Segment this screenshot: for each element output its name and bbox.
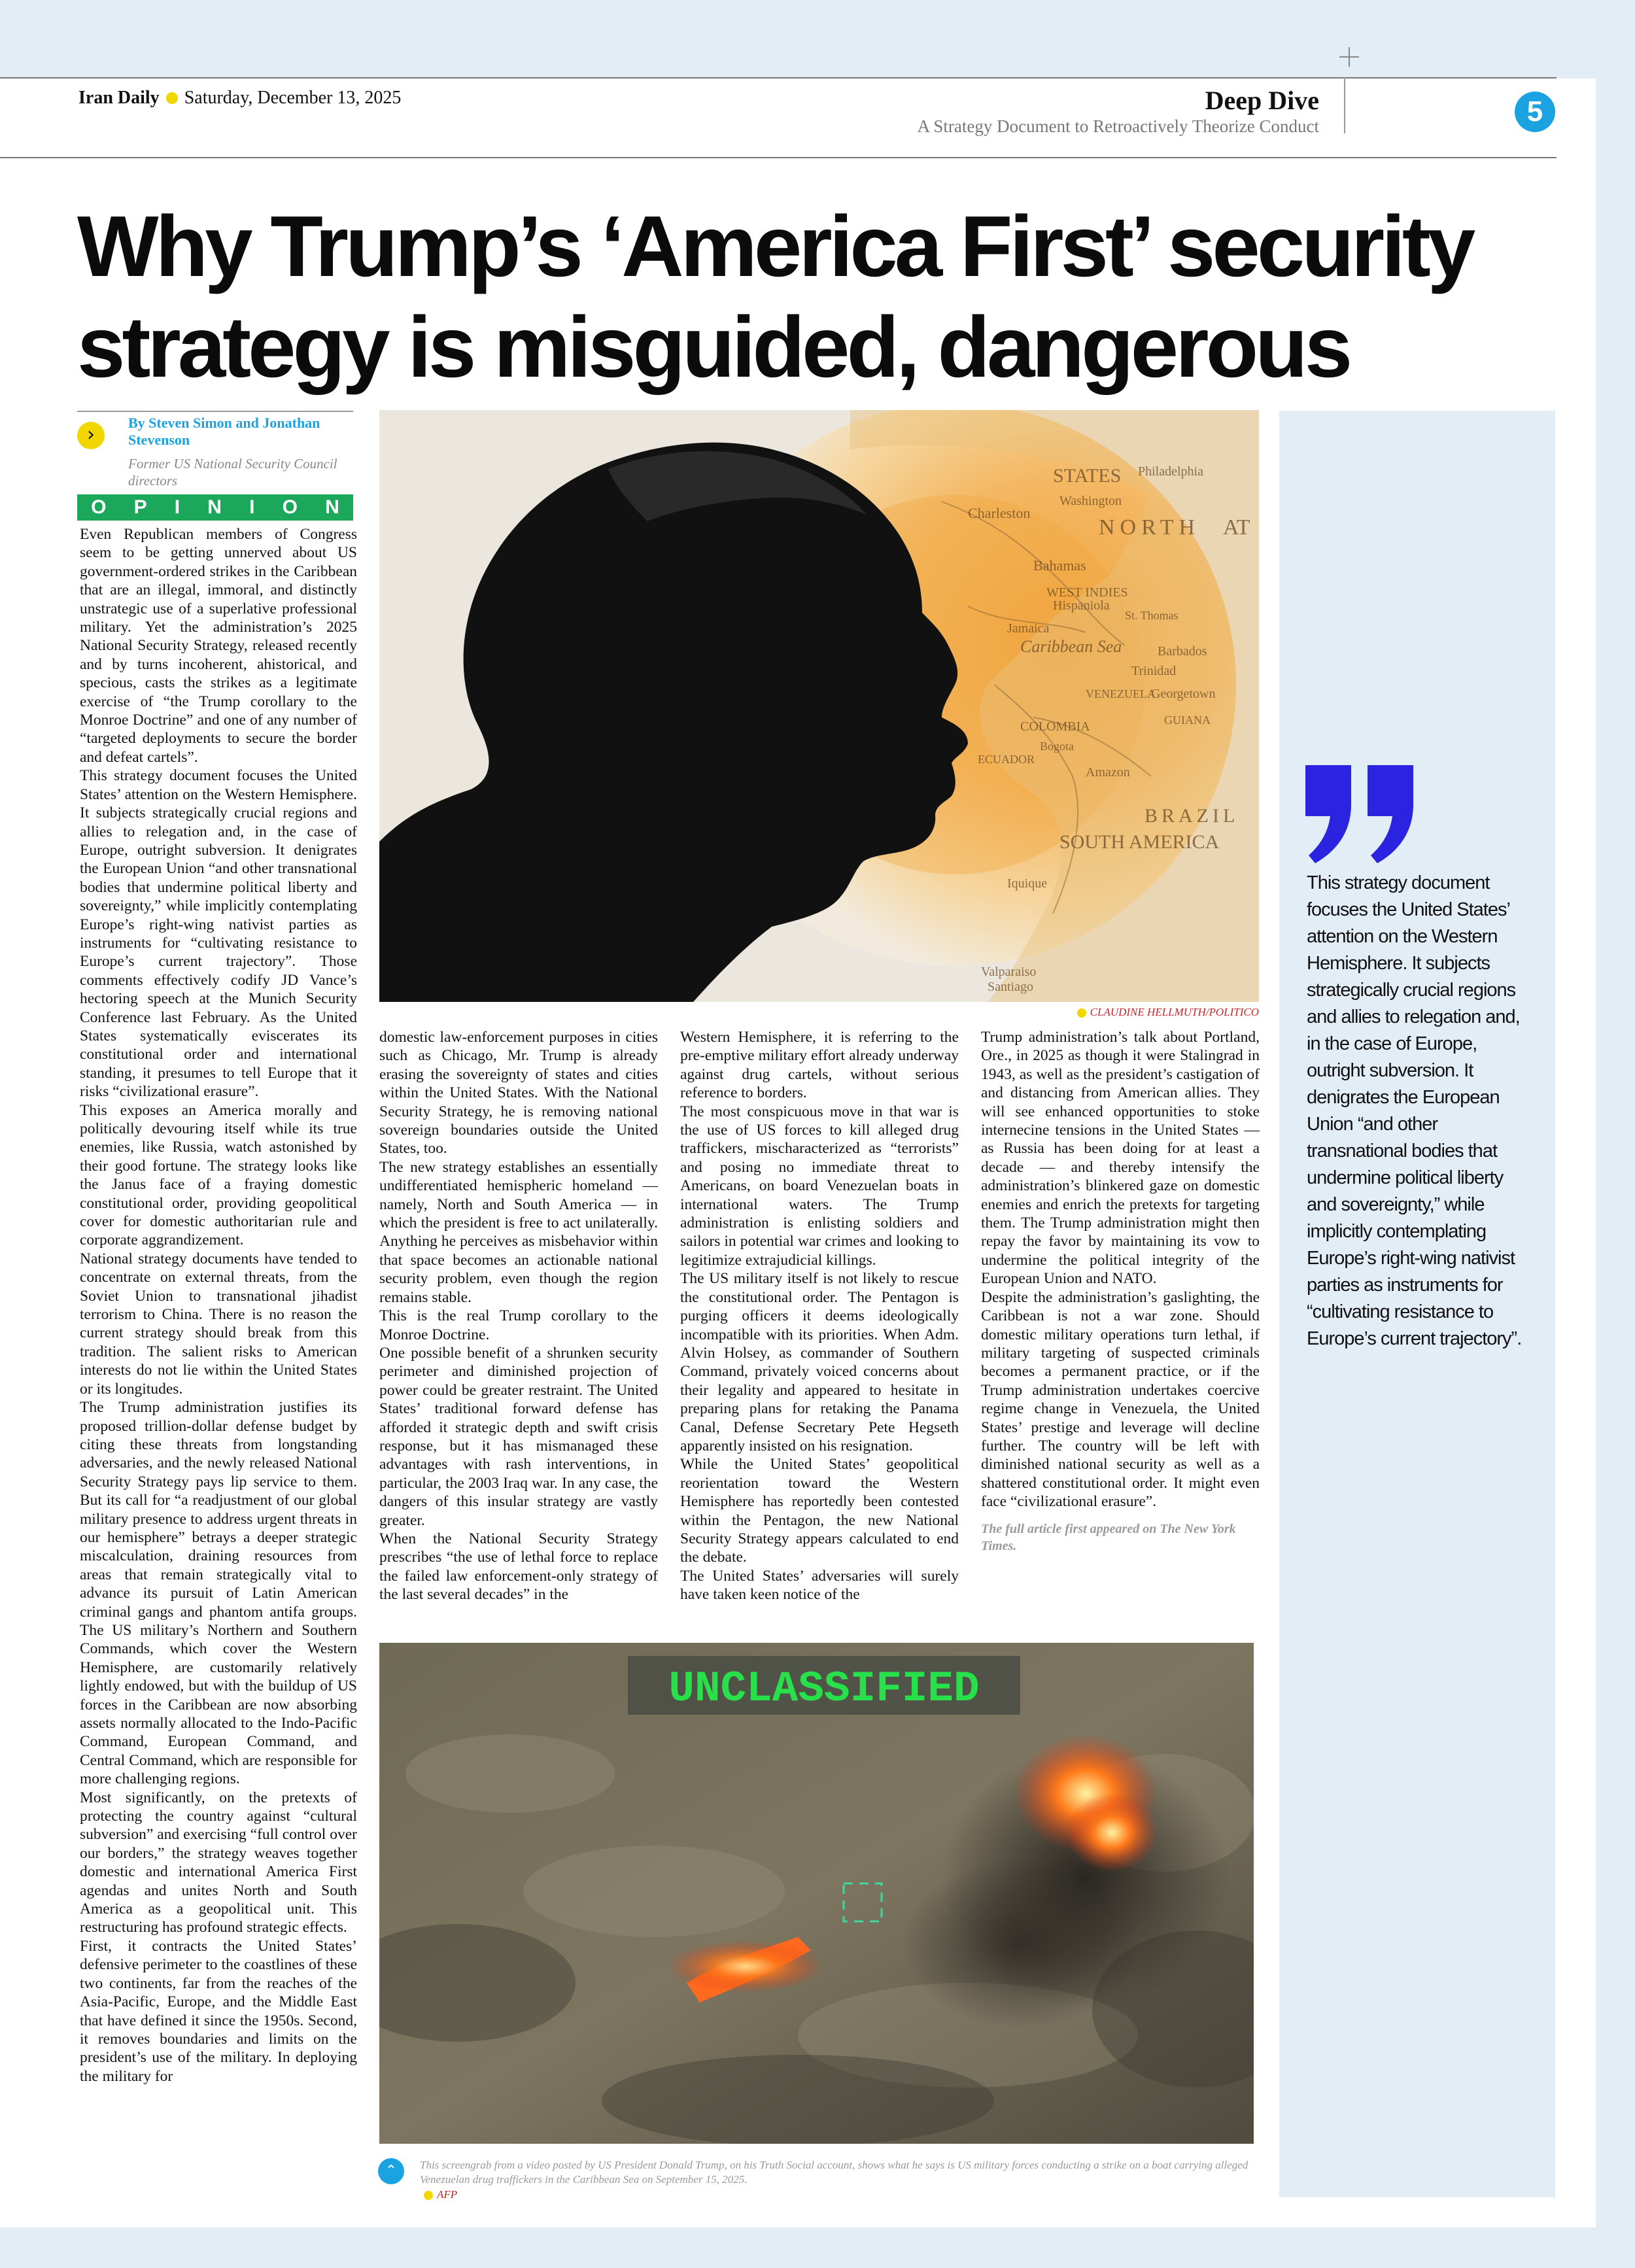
paragraph: While the United States’ geopolitical reorientation toward the Western Hemisphere has reportedly been contested within the Pentagon, the new National Security Strategy appears calculated to end the debate. — [680, 1456, 959, 1566]
opinion-letter: P — [133, 496, 147, 518]
paragraph: First, it contracts the United States’ defensive perimeter to the coastlines of these two continents, far from the reaches of the Asia-Pacific, Europe, and the Middle East that have defined it since the 1950s. Second, it removes boundaries and limits on the president’s use of the military. In deploying the military for — [80, 1937, 357, 2085]
map-label: Santiago — [988, 980, 1033, 994]
map-label: Charleston — [968, 505, 1031, 521]
opinion-letter: I — [174, 496, 181, 518]
paper-name: Iran Daily — [78, 88, 160, 108]
map-label: Valparaiso — [981, 965, 1037, 979]
map-label: Philadelphia — [1138, 464, 1203, 479]
map-label: BRAZIL — [1144, 805, 1239, 827]
map-label: COLOMBIA — [1020, 719, 1090, 734]
map-label: SOUTH AMERICA — [1059, 831, 1220, 853]
map-label: Amazon — [1086, 765, 1130, 780]
photo-caption: This screengrab from a video posted by US President Donald Trump, on his Truth Social account, shows what he says is US military forces conducting a strike on a boat carrying alleged Venezuelan drug traffickers in the Caribbean Sea on September 15, 2025. — [420, 2159, 1248, 2186]
map-label: NORTH — [1099, 515, 1201, 540]
photo-credit-text: AFP — [437, 2188, 458, 2201]
byline-rule — [77, 411, 353, 412]
opinion-letter: O — [91, 496, 107, 518]
unclassified-overlay: UNCLASSIFIED — [668, 1664, 980, 1713]
opinion-letter: I — [249, 496, 255, 518]
article-column-3 — [680, 1028, 959, 1604]
map-label: Georgetown — [1151, 687, 1216, 701]
map-label: St. Thomas — [1125, 609, 1179, 622]
top-margin-band — [0, 0, 1635, 78]
paragraph: Despite the administration’s gaslighting, the Caribbean is not a war zone. Should domestic military operations turn lethal, if military targeting of suspected criminals becomes a permanent practice, or if the Trump administration undertakes coercive regime change in Venezuela, the United States’ prestige and leverage will decline further. The country will be left with diminished national security as well as a shattered constitutional order. It might even face “civilizational erasure”. — [981, 1288, 1260, 1511]
right-margin-band — [1596, 0, 1635, 2268]
paragraph: This strategy document focuses the United States’ attention on the Western Hemisphere. It subjects strategically crucial regions and allies to relegation and, in the case of Europe, outright subversion. It denigrates the European Union “and other transnational bodies that undermine political liberty and sovereignty,” while implicitly contemplating Europe’s right-wing nativist parties as instruments for “cultivating resistance to Europe’s current trajectory”. Those comments effectively codify JD Vance’s hectoring speech at the Munich Security Conference last February. As the United States systematically eviscerates its constitutional order and international standing, it presumes to tell Europe that it risks “civilizational erasure”. — [80, 767, 357, 1101]
yellow-dot-icon — [424, 2191, 433, 2200]
map-label: Barbados — [1158, 644, 1207, 659]
map-label: Hispaniola — [1053, 598, 1110, 613]
issue-date: Saturday, December 13, 2025 — [184, 88, 402, 108]
header-top-rule — [0, 77, 1557, 78]
paragraph: The most conspicuous move in that war is the use of US forces to kill alleged drug traffickers, mischaracterized as “terrorists” and posing no immediate threat to Americans, on board Venezuelan boats in international waters. The Trump administration is enlisting soldiers and sailors in potential war crimes and looking to legitimize extrajudicial killings. — [680, 1103, 959, 1269]
paragraph: When the National Security Strategy prescribes “the use of lethal force to replace the failed law enforcement-only strategy of the last several decades” in the — [379, 1530, 658, 1604]
article-column-1 — [80, 525, 357, 2086]
chevron-up-icon: ⌃ — [378, 2158, 404, 2184]
paragraph: One possible benefit of a shrunken security perimeter and diminished projection of power could be greater restraint. The United States’ traditional forward defense has afforded it strategic depth and swift crisis response, but it has mismanaged these advantages with rash interventions, in particular, the 2003 Iraq war. In any case, the dangers of this insular strategy are vastly greater. — [379, 1344, 658, 1529]
chevron-right-icon: › — [77, 422, 105, 449]
map-label: Washington — [1059, 494, 1122, 508]
opinion-tag — [77, 494, 353, 521]
header-separator — [1344, 77, 1345, 133]
quote-mark-icon — [1305, 765, 1417, 863]
strike-video-screengrab — [379, 1643, 1254, 2144]
article-source-note: The full article first appeared on The New York Times. — [981, 1521, 1236, 1553]
paragraph: Western Hemisphere, it is referring to the pre-emptive military effort already underway against drug cartels, without serious reference to borders. — [680, 1029, 959, 1102]
paragraph: This is the real Trump corollary to the Monroe Doctrine. — [379, 1307, 658, 1343]
trump-map-illustration — [379, 410, 1259, 1002]
header-bottom-rule — [0, 157, 1557, 158]
photo-credit-text: CLAUDINE HELLMUTH/POLITICO — [1090, 1006, 1259, 1018]
yellow-dot-icon — [1077, 1008, 1086, 1018]
section-title: Deep Dive — [1205, 86, 1319, 115]
map-label: WEST INDIES — [1046, 585, 1128, 600]
photo-credit-top — [1059, 1006, 1259, 1019]
headline — [77, 196, 1549, 398]
paragraph: This exposes an America morally and politically devouring itself while its true enemies, like Russia, watch astonished by their good fortune. The strategy looks like the Janus face of a fraying domestic constitutional order, providing geopolitical cover for domestic authoritarian rule and corporate aggrandizement. — [80, 1101, 357, 1249]
paragraph: Most significantly, on the pretexts of protecting the country against “cultural subversion” and exercising “full control over our borders,” the strategy weaves together domestic and international America First agendas and unites North and South America as a geopolitical unit. This restructuring has profound strategic effects. — [80, 1789, 357, 1936]
map-label: AT — [1223, 515, 1250, 540]
crop-mark — [1339, 47, 1359, 67]
headline-line-2: strategy is misguided, dangerous — [77, 299, 1350, 395]
page-number-badge: 5 — [1515, 92, 1555, 132]
article-column-4 — [981, 1028, 1260, 1555]
map-label: Bogota — [1040, 740, 1074, 753]
map-label: GUIANA — [1164, 713, 1211, 727]
map-label: ECUADOR — [978, 753, 1035, 766]
byline-role: Former US National Security Council directors — [128, 456, 337, 489]
paragraph: National strategy documents have tended to concentrate on external threats, from the Soviet Union to transnational jihadist terrorism to China. There is no reason the current strategy should break from this tradition. The salient risks to American interests do not lie within the United States or its longitudes. — [80, 1250, 357, 1398]
yellow-dot-icon — [166, 92, 178, 104]
byline-authors: By Steven Simon and Jonathan Stevenson — [128, 415, 320, 448]
paragraph: The Trump administration justifies its proposed trillion-dollar defense budget by citing these threats from longstanding adversaries, and the newly released National Security Strategy pays lip service to them. But its call for “a readjustment of our global military presence to address urgent threats in our hemisphere” betrays a deeper strategic miscalculation, draining resources from areas that remain strategically vital to advance its pursuit of Latin American criminal gangs and phantom antifa groups. The US military’s Northern and Southern Commands, which cover the Western Hemisphere, are customarily relatively lightly endowed, but with the buildup of US forces in the Caribbean are now absorbing assets normally allocated to the Indo-Pacific Command, European Command, and Central Command, which are responsible for more challenging regions. — [80, 1399, 357, 1788]
map-label: Iquique — [1007, 876, 1048, 891]
pullquote-text: This strategy document focuses the United States’ attention on the Western Hemisphere. It subjects strategically crucial regions and allies to relegation and, in the case of Europe, outright subversion. It denigrates the European Union “and other transnational bodies that undermine political liberty and sovereignty,” while implicitly contemplating Europe’s right-wing nativist parties as instruments for “cultivating resistance to Europe’s current trajectory”. — [1307, 872, 1522, 1349]
paragraph: The new strategy establishes an essentially undifferentiated hemispheric homeland — namely, North and South America — in which the president is free to act unilaterally. Anything he perceives as misbehavior within that space becomes an actionable national security problem, even though the region remains stable. — [379, 1158, 658, 1306]
paragraph: Trump administration’s talk about Portland, Ore., in 2025 as though it were Stalingrad in 1943, as well as the president’s castigation of and distancing from American allies. They will see enhanced opportunities to stoke internecine tensions in the United States — as Russia has been doing for at least a decade — and thereby intensify the administration’s blinkered gaze on domestic enemies and enrich the pretexts for targeting them. The Trump administration might then repay the favor by maintaining its vow to undermine the political integrity of the European Union and NATO. — [981, 1029, 1260, 1288]
paragraph: The United States’ adversaries will surely have taken keen notice of the — [680, 1567, 959, 1604]
map-label: Trinidad — [1131, 664, 1177, 678]
photo-credit-bottom — [424, 2188, 457, 2201]
paragraph: Even Republican members of Congress seem to be getting unnerved about US government-ordered strikes in the Caribbean that are an illegal, immoral, and distinctly unstrategic use of a superlative professional military. Yet the administration’s 2025 National Security Strategy, released recently and by turns incoherent, ahistorical, and specious, casts the strikes as a legitimate exercise of “the Trump corollary to the Monroe Doctrine” and one of any number of “targeted deployments to secure the border and defeat cartels”. — [80, 526, 357, 766]
section-subtitle: A Strategy Document to Retroactively Theorize Conduct — [917, 116, 1319, 136]
bottom-margin-band — [0, 2227, 1635, 2268]
article-column-2 — [379, 1028, 658, 1604]
paragraph: The US military itself is not likely to rescue the constitutional order. The Pentagon is purging officers it deems ideologically incompatible with its priorities. When Adm. Alvin Holsey, as commander of Southern Command, privately voiced concerns about their legality and appeared to hesitate in preparing plans for retaking the Panama Canal, Defense Secretary Pete Hegseth apparently insisted on his resignation. — [680, 1270, 959, 1454]
paragraph: domestic law-enforcement purposes in cities such as Chicago, Mr. Trump is already erasing the sovereignty of states and cities within the United States. With the National Security Strategy, he is removing national sovereign boundaries outside the United States, too. — [379, 1029, 658, 1158]
map-label: VENEZUELA — [1086, 687, 1156, 700]
map-label: STATES — [1053, 465, 1122, 487]
opinion-letter: N — [325, 496, 339, 518]
map-label: Jamaica — [1007, 621, 1050, 636]
map-label: Caribbean Sea — [1020, 637, 1122, 656]
headline-line-1: Why Trump’s ‘America First’ security — [77, 198, 1473, 294]
masthead — [78, 88, 401, 109]
map-label: Bahamas — [1033, 557, 1086, 574]
opinion-letter: O — [282, 496, 298, 518]
opinion-letter: N — [207, 496, 222, 518]
